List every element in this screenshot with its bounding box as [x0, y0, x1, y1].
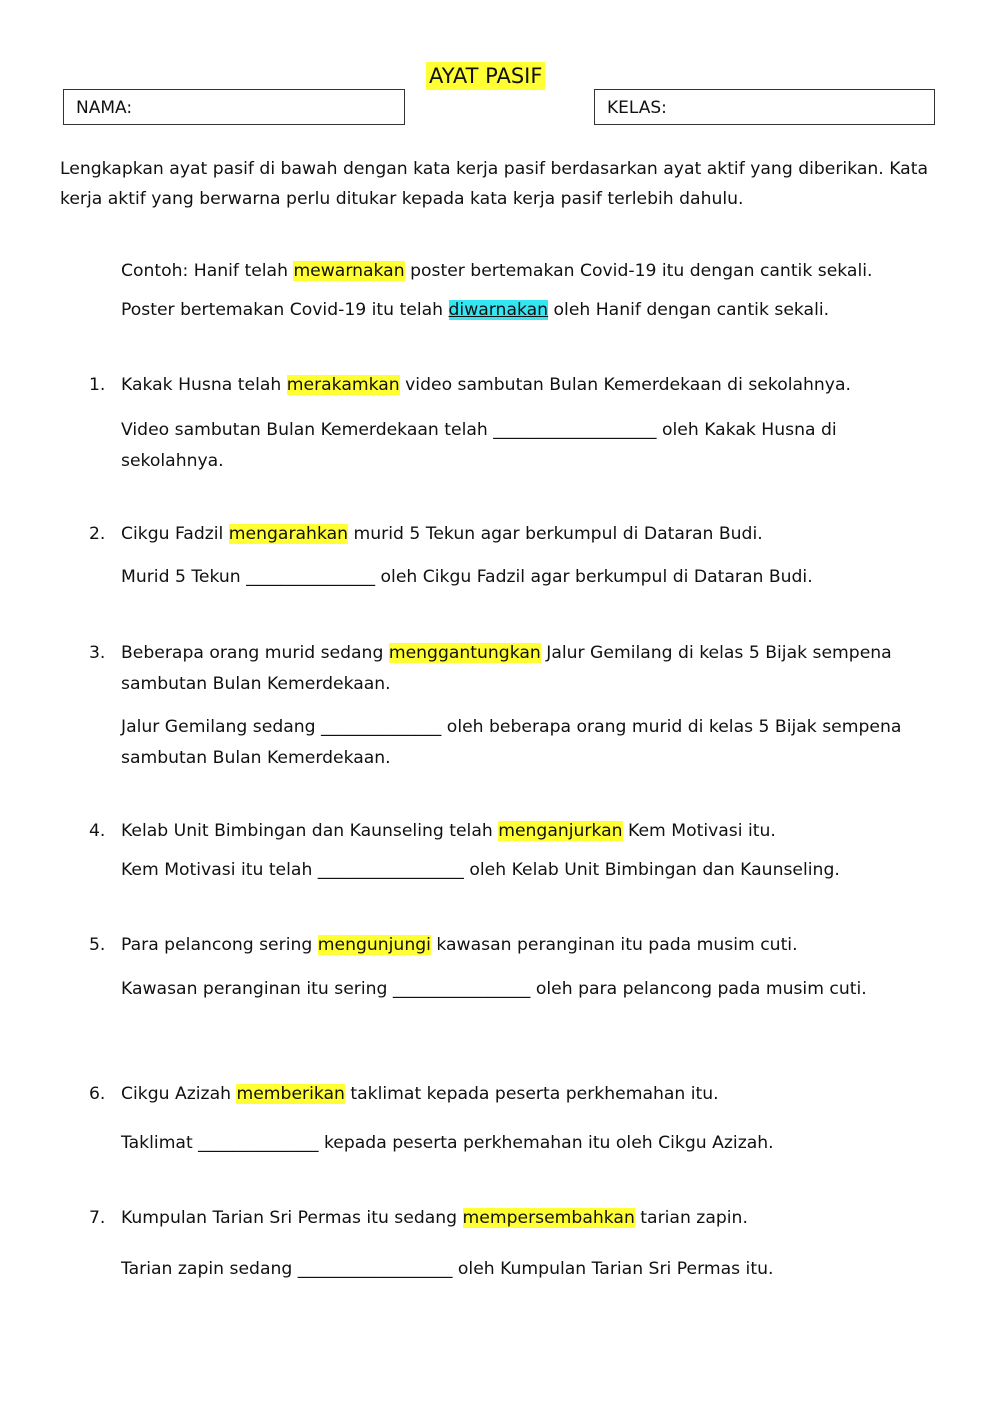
question-6-passive[interactable]: Taklimat ______________ kepada peserta perkhemahan itu oleh Cikgu Azizah.: [121, 1133, 774, 1153]
question-number: 4.: [89, 821, 106, 841]
kelas-label: KELAS:: [607, 98, 667, 118]
worksheet-title: AYAT PASIF: [426, 62, 545, 90]
question-7-verb: mempersembahkan: [462, 1208, 635, 1228]
question-number: 5.: [89, 935, 106, 955]
example-passive-verb: diwarnakan: [448, 300, 549, 320]
question-1-passive[interactable]: Video sambutan Bulan Kemerdekaan telah ___________________ oleh Kakak Husna di sekolahnya.: [121, 420, 837, 471]
question-5-verb: mengunjungi: [317, 935, 431, 955]
question-4-passive[interactable]: Kem Motivasi itu telah _________________ oleh Kelab Unit Bimbingan dan Kaunseling.: [121, 860, 840, 880]
question-2-active: Cikgu Fadzil mengarahkan murid 5 Tekun agar berkumpul di Dataran Budi.: [121, 524, 763, 544]
kelas-field[interactable]: [594, 89, 935, 125]
question-3-active: Beberapa orang murid sedang menggantungkan Jalur Gemilang di kelas 5 Bijak sempena sambutan Bulan Kemerdekaan.: [121, 643, 892, 694]
question-7-passive[interactable]: Tarian zapin sedang __________________ oleh Kumpulan Tarian Sri Permas itu.: [121, 1259, 774, 1279]
question-number: 3.: [89, 643, 106, 663]
question-number: 1.: [89, 375, 106, 395]
example-passive-sentence: Poster bertemakan Covid-19 itu telah diwarnakan oleh Hanif dengan cantik sekali.: [121, 300, 830, 320]
nama-label: NAMA:: [76, 98, 133, 118]
question-3-passive[interactable]: Jalur Gemilang sedang ______________ oleh beberapa orang murid di kelas 5 Bijak sempena sambutan Bulan Kemerdekaan.: [121, 717, 902, 768]
question-5-active: Para pelancong sering mengunjungi kawasan peranginan itu pada musim cuti.: [121, 935, 798, 955]
instructions-text: Lengkapkan ayat pasif di bawah dengan kata kerja pasif berdasarkan ayat aktif yang diberikan. Kata kerja aktif yang berwarna perlu ditukar kepada kata kerja pasif terlebih dahulu.: [60, 159, 928, 209]
question-1-verb: merakamkan: [286, 375, 400, 395]
question-number: 7.: [89, 1208, 106, 1228]
question-6-active: Cikgu Azizah memberikan taklimat kepada peserta perkhemahan itu.: [121, 1084, 719, 1104]
question-5-passive[interactable]: Kawasan peranginan itu sering ________________ oleh para pelancong pada musim cuti.: [121, 979, 867, 999]
question-1-active: Kakak Husna telah merakamkan video sambutan Bulan Kemerdekaan di sekolahnya.: [121, 375, 851, 395]
question-number: 2.: [89, 524, 106, 544]
question-3-verb: menggantungkan: [388, 643, 541, 663]
question-2-passive[interactable]: Murid 5 Tekun _______________ oleh Cikgu Fadzil agar berkumpul di Dataran Budi.: [121, 567, 813, 587]
question-4-verb: menganjurkan: [498, 821, 623, 841]
example-active-sentence: Contoh: Hanif telah mewarnakan poster bertemakan Covid-19 itu dengan cantik sekali.: [121, 261, 873, 281]
question-7-active: Kumpulan Tarian Sri Permas itu sedang mempersembahkan tarian zapin.: [121, 1208, 748, 1228]
nama-field[interactable]: [63, 89, 405, 125]
question-2-verb: mengarahkan: [228, 524, 349, 544]
question-4-active: Kelab Unit Bimbingan dan Kaunseling telah menganjurkan Kem Motivasi itu.: [121, 821, 776, 841]
question-6-verb: memberikan: [236, 1084, 345, 1104]
question-number: 6.: [89, 1084, 106, 1104]
example-active-verb: mewarnakan: [293, 261, 405, 281]
